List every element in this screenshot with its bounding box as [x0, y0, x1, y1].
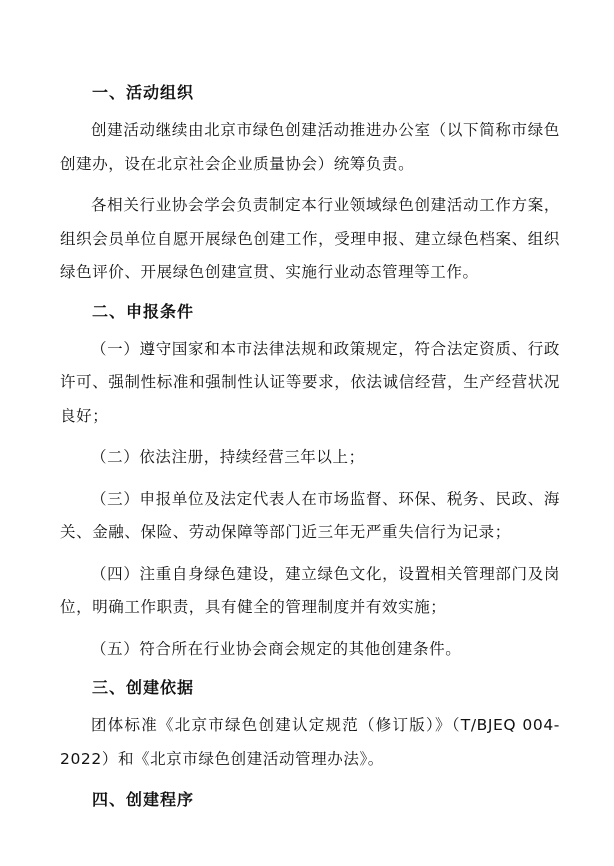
section-heading-creation-procedure: 四、创建程序 [92, 790, 195, 809]
paragraph-basis-standard: 团体标准《北京市绿色创建认定规范（修订版）》（T/BJEQ 004-2022）和《北京市绿色创建活动管理办法》。 [60, 716, 560, 768]
paragraph-condition-5: （五）符合所在行业协会商会规定的其他创建条件。 [91, 639, 462, 658]
section-heading-creation-basis: 三、创建依据 [92, 678, 195, 697]
section-heading-activity-organization: 一、活动组织 [92, 83, 195, 102]
paragraph-condition-3: （三）申报单位及法定代表人在市场监督、环保、税务、民政、海关、金融、保险、劳动保障等部门近三年无严重失信行为记录； [60, 489, 560, 541]
paragraph-condition-1: （一）遵守国家和本市法律法规和政策规定，符合法定资质、行政许可、强制性标准和强制性认证等要求，依法诚信经营，生产经营状况良好； [60, 339, 560, 425]
paragraph-association-duties: 各相关行业协会学会负责制定本行业领域绿色创建活动工作方案，组织会员单位自愿开展绿色创建工作，受理申报、建立绿色档案、组织绿色评价、开展绿色创建宣贯、实施行业动态管理等工作。 [60, 196, 560, 281]
paragraph-organization-lead: 创建活动继续由北京市绿色创建活动推进办公室（以下简称市绿色创建办，设在北京社会企业质量协会）统筹负责。 [60, 121, 560, 173]
section-heading-application-conditions: 二、申报条件 [92, 301, 195, 321]
paragraph-condition-4: （四）注重自身绿色建设，建立绿色文化，设置相关管理部门及岗位，明确工作职责，具有健全的管理制度并有效实施； [60, 564, 560, 616]
paragraph-condition-2: （二）依法注册，持续经营三年以上； [91, 448, 365, 466]
document-body [60, 77, 560, 815]
